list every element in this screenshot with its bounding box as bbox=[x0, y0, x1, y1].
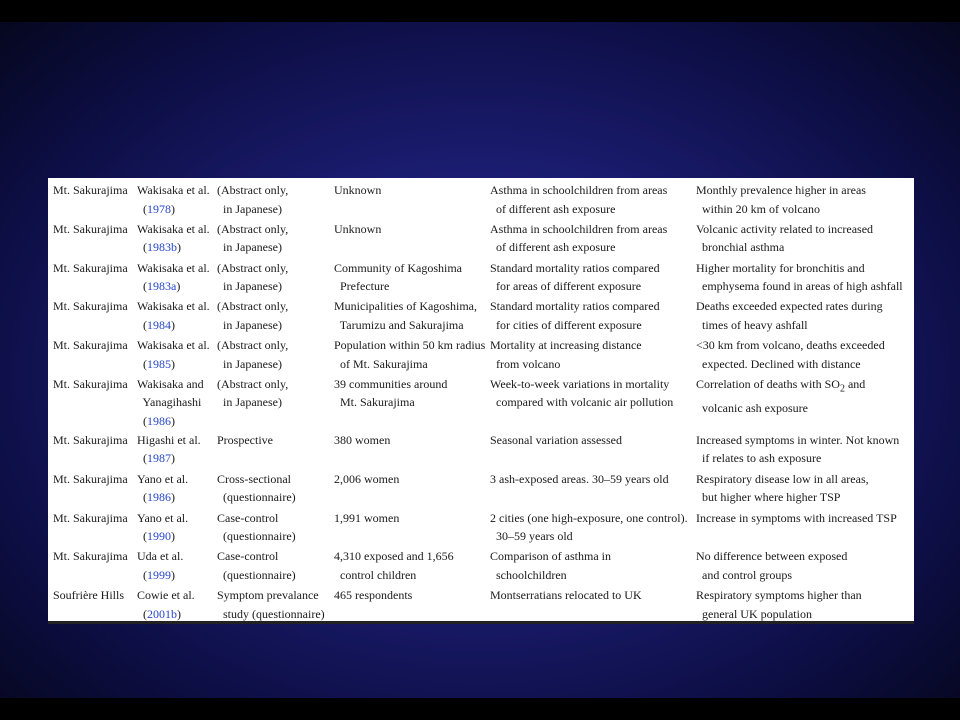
population-cell: Unknown bbox=[334, 221, 382, 236]
volcano-cell: Mt. Sakurajima bbox=[53, 471, 128, 486]
method-cell: 2 cities (one high-exposure, one control). 30–59 years old bbox=[490, 510, 688, 544]
study-cell: Wakisaka et al. (1983b) bbox=[137, 221, 210, 255]
author-text: Yano et al. bbox=[137, 471, 189, 486]
population-cell: 4,310 exposed and 1,656 control children bbox=[334, 549, 454, 582]
population-cell: 1,991 women bbox=[334, 510, 400, 525]
table-row bbox=[48, 256, 914, 295]
table-row bbox=[48, 178, 914, 217]
method-cell: 3 ash-exposed areas. 30–59 years old bbox=[490, 471, 669, 486]
method-cell: Standard mortality ratios compared for cities of different exposure bbox=[490, 299, 660, 332]
method-cell: Week-to-week variations in mortality compared with volcanic air pollution bbox=[490, 376, 674, 410]
findings-cell: Increased symptoms in winter. Not known if relates to ash exposure bbox=[696, 432, 900, 466]
table-row bbox=[48, 428, 914, 467]
design-cell: Symptom prevalance study (questionnaire) bbox=[217, 588, 325, 621]
volcano-cell: Soufrière Hills bbox=[53, 588, 124, 603]
study-cell: Yano et al. (1990) bbox=[137, 510, 189, 544]
slide-background bbox=[0, 22, 960, 698]
year-link[interactable]: 1999 bbox=[147, 567, 171, 582]
findings-cell: No difference between exposed and control groups bbox=[696, 549, 848, 582]
author-text: Wakisaka and Yanagihashi bbox=[137, 376, 204, 410]
volcano-cell: Mt. Sakurajima bbox=[53, 183, 128, 197]
method-cell: Asthma in schoolchildren from areas of different ash exposure bbox=[490, 183, 668, 216]
year-link[interactable]: 1990 bbox=[147, 529, 171, 544]
population-cell: Unknown bbox=[334, 183, 382, 197]
method-cell: Montserratians relocated to UK bbox=[490, 588, 642, 603]
year-link[interactable]: 1986 bbox=[147, 490, 171, 505]
method-cell: Mortality at increasing distance from volcano bbox=[490, 338, 642, 371]
study-cell: Wakisaka and Yanagihashi (1986) bbox=[137, 376, 204, 428]
findings-cell: Volcanic activity related to increased bronchial asthma bbox=[696, 221, 874, 255]
design-cell: (Abstract only, in Japanese) bbox=[217, 338, 289, 371]
year-link[interactable]: 1984 bbox=[147, 317, 171, 332]
findings-cell: Respiratory symptoms higher than general UK population bbox=[696, 588, 862, 621]
studies-table bbox=[48, 178, 914, 624]
design-cell: (Abstract only, in Japanese) bbox=[217, 299, 289, 332]
author-text: Wakisaka et al. bbox=[137, 338, 210, 353]
author-text: Wakisaka et al. bbox=[137, 221, 210, 236]
design-cell: (Abstract only, in Japanese) bbox=[217, 376, 289, 410]
findings-cell: Deaths exceeded expected rates during times of heavy ashfall bbox=[696, 299, 883, 332]
population-cell: 39 communities around Mt. Sakurajima bbox=[334, 376, 448, 410]
findings-text: and volcanic ash exposure bbox=[702, 376, 866, 415]
population-cell: 2,006 women bbox=[334, 471, 400, 486]
volcano-cell: Mt. Sakurajima bbox=[53, 510, 128, 525]
author-text: Uda et al. bbox=[137, 549, 184, 564]
findings-cell bbox=[696, 375, 865, 417]
findings-cell: Higher mortality for bronchitis and emphysema found in areas of high ashfall bbox=[696, 260, 903, 294]
volcano-cell: Mt. Sakurajima bbox=[53, 338, 128, 353]
volcano-cell: Mt. Sakurajima bbox=[53, 299, 128, 314]
author-text: Cowie et al. bbox=[137, 588, 195, 603]
year-link[interactable]: 1978 bbox=[147, 201, 171, 216]
design-cell: (Abstract only, in Japanese) bbox=[217, 183, 289, 216]
year-link[interactable]: 1987 bbox=[147, 451, 171, 466]
table-row bbox=[48, 583, 914, 622]
population-cell: 465 respondents bbox=[334, 588, 413, 603]
design-cell: Case-control (questionnaire) bbox=[217, 549, 296, 582]
year-link[interactable]: 1986 bbox=[147, 413, 171, 428]
study-cell: Yano et al. (1986) bbox=[137, 471, 189, 505]
method-cell: Asthma in schoolchildren from areas of different ash exposure bbox=[490, 221, 668, 255]
volcano-cell: Mt. Sakurajima bbox=[53, 432, 128, 447]
study-cell: Higashi et al. (1987) bbox=[137, 432, 201, 466]
findings-cell: Respiratory disease low in all areas, but higher where higher TSP bbox=[696, 471, 869, 505]
volcano-cell: Mt. Sakurajima bbox=[53, 376, 128, 391]
design-cell: Prospective bbox=[217, 432, 273, 447]
year-link[interactable]: 1985 bbox=[147, 356, 171, 371]
design-cell: (Abstract only, in Japanese) bbox=[217, 260, 289, 294]
findings-cell: Increase in symptoms with increased TSP bbox=[696, 510, 897, 525]
volcano-cell: Mt. Sakurajima bbox=[53, 221, 128, 236]
volcano-cell: Mt. Sakurajima bbox=[53, 260, 128, 275]
table-row bbox=[48, 372, 914, 428]
study-cell: Wakisaka et al. (1984) bbox=[137, 299, 210, 332]
subscript-text: 2 bbox=[839, 383, 845, 395]
study-cell: Wakisaka et al. (1983a) bbox=[137, 260, 210, 294]
study-cell: Wakisaka et al. (1985) bbox=[137, 338, 210, 371]
population-cell: Municipalities of Kagoshima, Tarumizu and Sakurajima bbox=[334, 299, 477, 332]
table-row bbox=[48, 467, 914, 506]
table-row bbox=[48, 544, 914, 583]
table-row bbox=[48, 333, 914, 372]
table-row bbox=[48, 506, 914, 545]
method-cell: Seasonal variation assessed bbox=[490, 432, 622, 447]
design-cell: (Abstract only, in Japanese) bbox=[217, 221, 289, 255]
findings-cell: <30 km from volcano, deaths exceeded expected. Declined with distance bbox=[696, 338, 885, 371]
author-text: Wakisaka et al. bbox=[137, 183, 210, 197]
design-cell: Case-control (questionnaire) bbox=[217, 510, 296, 544]
study-cell: Cowie et al. (2001b) bbox=[137, 588, 195, 621]
method-cell: Comparison of asthma in schoolchildren bbox=[490, 549, 611, 582]
design-cell: Cross-sectional (questionnaire) bbox=[217, 471, 296, 505]
study-cell: Wakisaka et al. (1978) bbox=[137, 183, 210, 216]
population-cell: Community of Kagoshima Prefecture bbox=[334, 260, 462, 294]
author-text: Wakisaka et al. bbox=[137, 260, 210, 275]
volcano-cell: Mt. Sakurajima bbox=[53, 549, 128, 564]
population-cell: 380 women bbox=[334, 432, 391, 447]
author-text: Wakisaka et al. bbox=[137, 299, 210, 314]
year-link[interactable]: 2001b bbox=[147, 606, 177, 621]
author-text: Higashi et al. bbox=[137, 432, 201, 447]
year-link[interactable]: 1983b bbox=[147, 240, 177, 255]
method-cell: Standard mortality ratios compared for areas of different exposure bbox=[490, 260, 660, 294]
population-cell: Population within 50 km radius of Mt. Sakurajima bbox=[334, 338, 486, 371]
table-row bbox=[48, 217, 914, 256]
findings-text: Correlation of deaths with SO bbox=[696, 376, 840, 391]
table-row bbox=[48, 294, 914, 333]
findings-cell: Monthly prevalence higher in areas within 20 km of volcano bbox=[696, 183, 866, 216]
author-text: Yano et al. bbox=[137, 510, 189, 525]
year-link[interactable]: 1983a bbox=[147, 279, 177, 294]
study-cell: Uda et al. (1999) bbox=[137, 549, 184, 582]
